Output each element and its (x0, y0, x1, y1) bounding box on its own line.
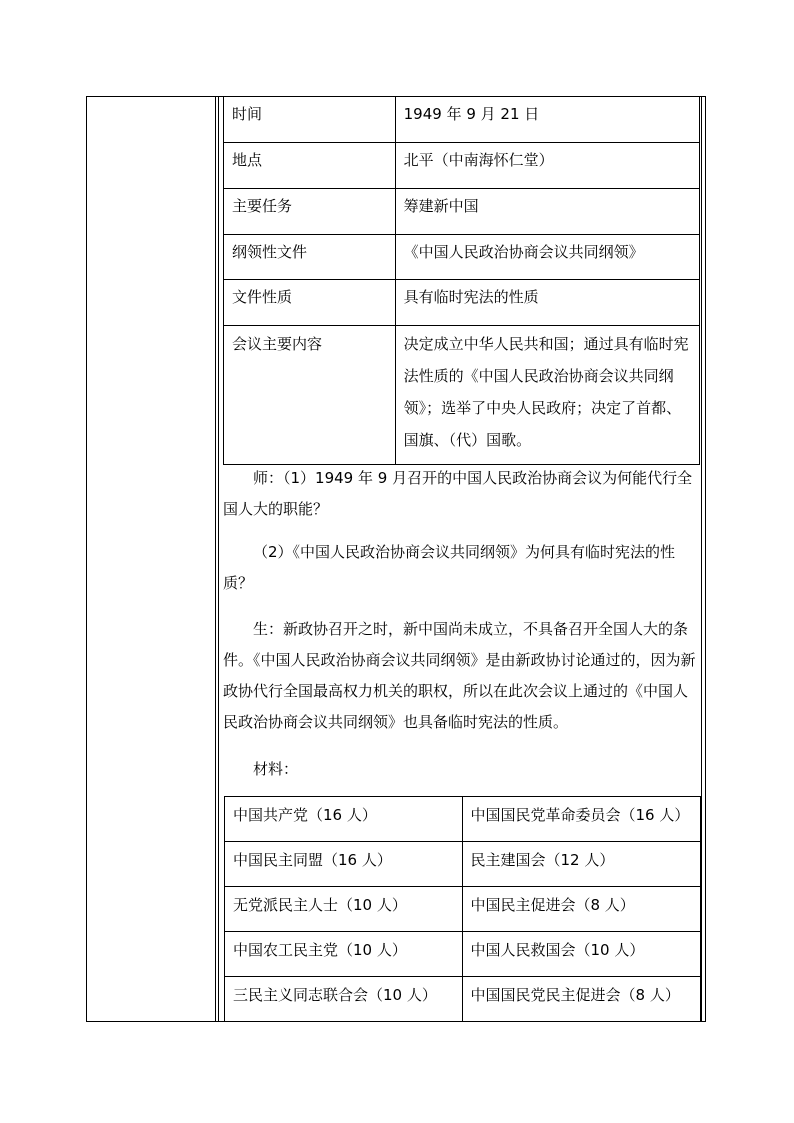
table-row (225, 977, 701, 1022)
row-label: 时间 (224, 97, 396, 143)
left-column-divider (215, 96, 216, 1022)
table-row (224, 189, 700, 235)
row-label: 会议主要内容 (224, 326, 396, 465)
member-cell: 中国民主同盟（16 人） (225, 842, 463, 887)
row-value: 《中国人民政治协商会议共同纲领》 (395, 235, 699, 280)
row-value: 具有临时宪法的性质 (395, 280, 699, 326)
member-cell: 三民主义同志联合会（10 人） (225, 977, 463, 1022)
material-label: 材料： (253, 760, 299, 778)
teacher-question-1: 师：（1）1949 年 9 月召开的中国人民政治协商会议为何能代行全国人大的职能？ (223, 469, 693, 518)
left-column-divider-inner (218, 96, 219, 1022)
row-value: 筹建新中国 (395, 189, 699, 235)
row-label: 文件性质 (224, 280, 396, 326)
table-row (225, 842, 701, 887)
row-label: 地点 (224, 143, 396, 189)
table-row (224, 97, 700, 143)
table-row (224, 280, 700, 326)
table-row (224, 235, 700, 280)
table-row (224, 326, 700, 465)
member-cell: 中国国民党民主促进会（8 人） (462, 977, 701, 1022)
row-label: 纲领性文件 (224, 235, 396, 280)
table-row (225, 797, 701, 842)
member-cell: 中国国民党革命委员会（16 人） (462, 797, 701, 842)
members-table (224, 796, 701, 1022)
teacher-question-2: （2）《中国人民政治协商会议共同纲领》为何具有临时宪法的性质？ (223, 543, 676, 592)
member-cell: 中国共产党（16 人） (225, 797, 463, 842)
student-answer: 生：新政协召开之时，新中国尚未成立，不具备召开全国人大的条件。《中国人民政治协商会议共同纲领》是由新政协讨论通过的，因为新政协代行全国最高权力机关的职权，所以在此次会议上通过的《中国人民政治协商会议共同纲领》也具备临时宪法的性质。 (223, 620, 696, 731)
member-cell: 中国民主促进会（8 人） (462, 887, 701, 932)
member-cell: 中国农工民主党（10 人） (225, 932, 463, 977)
row-value: 决定成立中华人民共和国；通过具有临时宪法性质的《中国人民政治协商会议共同纲领》；选举了中央人民政府；决定了首都、国旗、（代）国歌。 (395, 326, 699, 465)
member-cell: 无党派民主人士（10 人） (225, 887, 463, 932)
row-label: 主要任务 (224, 189, 396, 235)
member-cell: 中国人民救国会（10 人） (462, 932, 701, 977)
meeting-info-table (223, 96, 700, 465)
right-column-divider (701, 96, 702, 1022)
member-cell: 民主建国会（12 人） (462, 842, 701, 887)
row-value: 北平（中南海怀仁堂） (395, 143, 699, 189)
table-row (224, 143, 700, 189)
row-value: 1949 年 9 月 21 日 (395, 97, 699, 143)
table-row (225, 887, 701, 932)
table-row (225, 932, 701, 977)
